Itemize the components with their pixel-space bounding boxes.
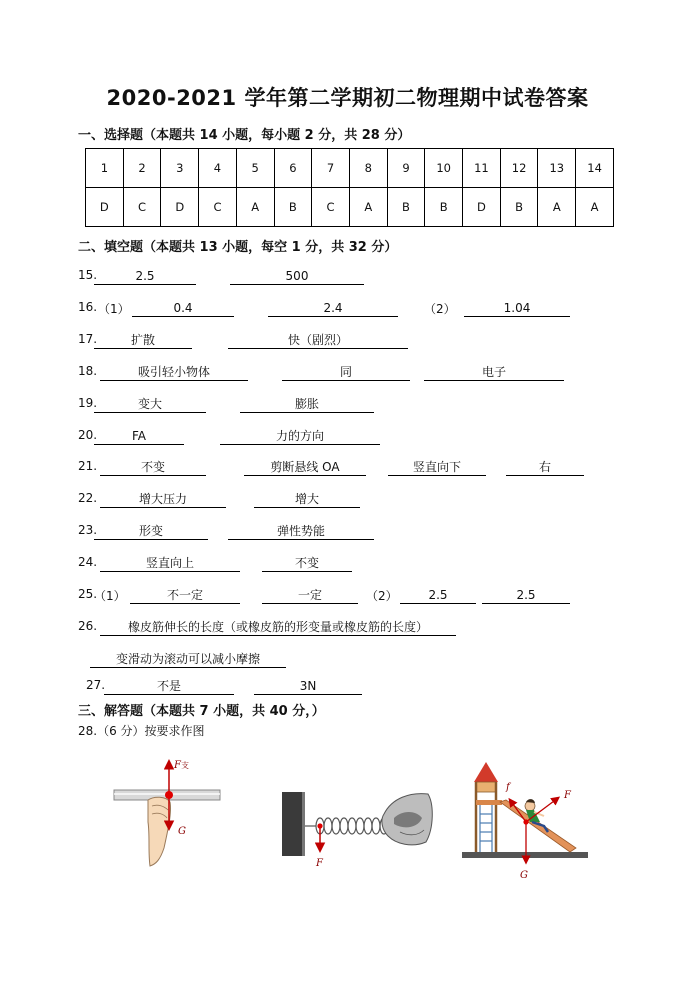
table-cell-number: 13 — [538, 149, 576, 188]
q21-blank-4: 右 — [506, 459, 584, 476]
q20-number: 20. — [78, 428, 98, 442]
q18-blank-1: 吸引轻小物体 — [100, 364, 248, 381]
q17-blank-1: 扩散 — [94, 332, 192, 349]
table-cell-answer: C — [312, 188, 350, 227]
fig3-label-g: G — [520, 870, 528, 881]
section2-heading: 二、填空题（本题共 13 小题，每空 1 分，共 32 分） — [78, 240, 398, 255]
slide-surface — [500, 800, 576, 852]
table-cell-answer: C — [123, 188, 161, 227]
table-cell-answer: C — [199, 188, 237, 227]
q16-blank-3: 1.04 — [464, 300, 570, 317]
q17-blank-2: 快（剧烈） — [228, 332, 408, 349]
q24-number: 24. — [78, 555, 98, 569]
ladder — [480, 805, 492, 852]
table-cell-number: 8 — [349, 149, 387, 188]
hand — [148, 797, 171, 866]
q27-blank-2: 3N — [254, 678, 362, 695]
q25-blank-4: 2.5 — [482, 587, 570, 604]
answer-table-number-row — [86, 149, 614, 188]
q25-number: 25. — [78, 587, 98, 601]
table-cell-answer: B — [274, 188, 312, 227]
page-title: 2020-2021 学年第二学期初二物理期中试卷答案 — [106, 86, 589, 110]
q16-blank-1: 0.4 — [132, 300, 234, 317]
q16-part1-label: （1） — [98, 302, 130, 316]
section3-heading: 三、解答题（本题共 7 小题，共 40 分，） — [78, 704, 325, 719]
table-cell-answer: D — [86, 188, 124, 227]
answer-table — [85, 148, 614, 227]
q25-part2-label: （2） — [366, 589, 398, 603]
q18-number: 18. — [78, 364, 98, 378]
q25-part1-label: （1） — [94, 589, 126, 603]
q15-blank-2: 500 — [230, 268, 364, 285]
q23-blank-2: 弹性势能 — [228, 523, 374, 540]
table-cell-answer: B — [425, 188, 463, 227]
q25-blank-2: 一定 — [262, 587, 358, 604]
table-cell-number: 4 — [199, 149, 237, 188]
q16-part2-label: （2） — [424, 302, 456, 316]
fig2-label-f: F — [316, 858, 323, 869]
table-cell-number: 7 — [312, 149, 350, 188]
q28-prompt: 28.（6 分）按要求作图 — [78, 724, 205, 738]
q19-blank-2: 膨胀 — [240, 396, 374, 413]
q22-number: 22. — [78, 491, 98, 505]
q24-blank-2: 不变 — [262, 555, 352, 572]
q23-number: 23. — [78, 523, 98, 537]
q26-number: 26. — [78, 619, 98, 633]
q18-blank-2: 同 — [282, 364, 410, 381]
q25-blank-3: 2.5 — [400, 587, 476, 604]
q18-blank-3: 电子 — [424, 364, 564, 381]
q27-blank-1: 不是 — [104, 678, 234, 695]
q15-blank-1: 2.5 — [94, 268, 196, 285]
table-cell-number: 3 — [161, 149, 199, 188]
table-cell-answer: A — [538, 188, 576, 227]
table-cell-answer: B — [387, 188, 425, 227]
spring-force-origin — [317, 823, 322, 828]
slide-force-origin — [523, 819, 528, 824]
fig1-label-g: G — [178, 826, 186, 837]
table-cell-number: 1 — [86, 149, 124, 188]
q15-number: 15. — [78, 268, 98, 282]
table-cell-answer: A — [349, 188, 387, 227]
fig3-label-friction: f — [506, 782, 510, 793]
q26-blank-1: 橡皮筋伸长的长度（或橡皮筋的形变量或橡皮筋的长度） — [100, 619, 456, 636]
wall — [282, 792, 302, 856]
section1-heading: 一、选择题（本题共 14 小题，每小题 2 分，共 28 分） — [78, 128, 411, 143]
fig1-label-f: F支 — [174, 760, 189, 771]
table-cell-number: 12 — [500, 149, 538, 188]
q22-blank-2: 增大 — [254, 491, 360, 508]
q21-blank-2: 剪断悬线 OA — [244, 459, 366, 476]
table-cell-number: 6 — [274, 149, 312, 188]
q25-blank-1: 不一定 — [130, 587, 240, 604]
figure-slide — [460, 760, 590, 880]
table-cell-number: 11 — [463, 149, 501, 188]
q19-number: 19. — [78, 396, 98, 410]
table-cell-number: 10 — [425, 149, 463, 188]
ground — [462, 852, 588, 858]
table-cell-number: 14 — [576, 149, 614, 188]
q26-blank-2: 变滑动为滚动可以减小摩擦 — [90, 651, 286, 668]
q22-blank-1: 增大压力 — [100, 491, 226, 508]
table-cell-answer: D — [161, 188, 199, 227]
table-cell-number: 5 — [236, 149, 274, 188]
fig3-label-f: F — [564, 790, 571, 801]
force-origin-point — [165, 791, 173, 799]
q16-blank-2: 2.4 — [268, 300, 398, 317]
q23-blank-1: 形变 — [94, 523, 208, 540]
q20-blank-2: 力的方向 — [220, 428, 380, 445]
slide-roof — [474, 762, 498, 782]
q24-blank-1: 竖直向上 — [100, 555, 240, 572]
figure-spring — [280, 788, 436, 858]
q16-number: 16. — [78, 300, 98, 314]
table-cell-number: 2 — [123, 149, 161, 188]
q20-blank-1: FA — [94, 428, 184, 445]
table-cell-answer: A — [236, 188, 274, 227]
answer-table-answer-row — [86, 188, 614, 227]
q19-blank-1: 变大 — [94, 396, 206, 413]
table-cell-answer: A — [576, 188, 614, 227]
table-cell-answer: B — [500, 188, 538, 227]
table-cell-number: 9 — [387, 149, 425, 188]
q21-blank-1: 不变 — [100, 459, 206, 476]
q21-number: 21. — [78, 459, 98, 473]
q21-blank-3: 竖直向下 — [388, 459, 486, 476]
figure-rod-hand — [112, 752, 222, 868]
q27-number: 27. — [86, 678, 106, 692]
table-cell-answer: D — [463, 188, 501, 227]
q17-number: 17. — [78, 332, 98, 346]
